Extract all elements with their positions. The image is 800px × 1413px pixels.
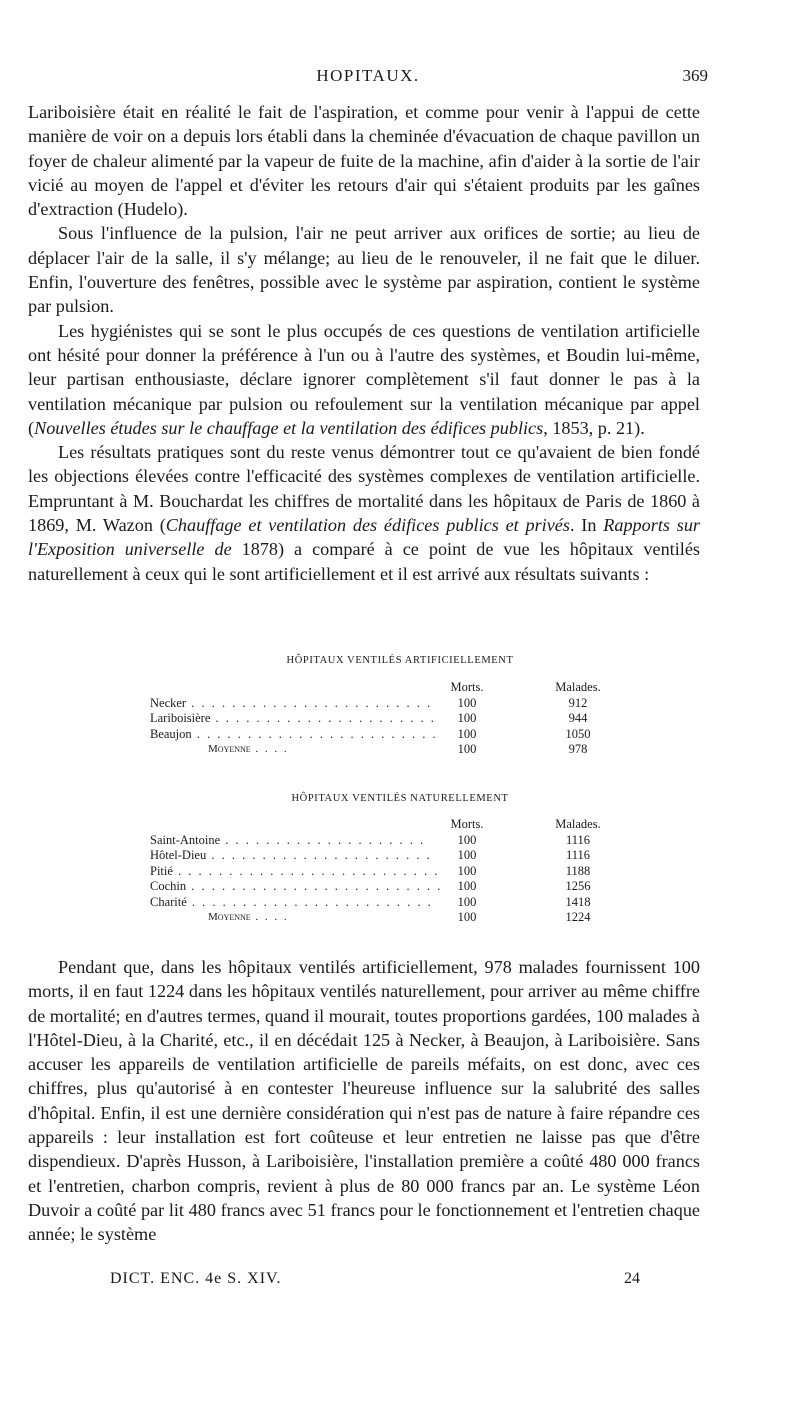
table-average-row: Moyenne . . . . 100 978 (150, 742, 630, 758)
morts-value: 100 (457, 910, 477, 924)
paragraph: Les hygiénistes qui se sont le plus occupés de ces questions de ventilation artificielle ont hésité pour donner la préférence à l'un ou à l'autre des systèmes, et Boudin lui-même, leur partisan enthousiaste, déclare ignorer complètement s'il faut donner le pas à la ventilation mécanique par pulsion ou refoulement sur la ventilation mécanique par appel (Nouvelles études sur le chauffage et la ventilation des édifices publics, 1853, p. 21). (28, 320, 700, 438)
hospital-name: Necker (150, 695, 187, 710)
citation-title: Nouvelles études sur le chauffage et la ventilation des édifices publics (34, 417, 544, 438)
morts-value: 100 (457, 879, 477, 893)
morts-value: 100 (457, 894, 477, 909)
paragraph: Pendant que, dans les hôpitaux ventilés artificiellement, 978 malades fournissent 100 morts, il en faut 1224 dans les hôpitaux ventilés naturellement, pour arriver au même chiffre de mortalité; en d'autres termes, quand il mourait, toutes proportions gardées, 100 malades à l'Hôtel-Dieu, à la Charité, etc., il en décédait 125 à Necker, à Beaujon, à Lariboisière. Sans accuser les appareils de ventilation artificielle de pareils méfaits, on est donc, avec ces chiffres, plus qu'autorisé à en contester l'heureuse influence sur la salubrité des salles d'hôpital. Enfin, il est une dernière considération qui n'est pas de nature à faire répandre ces appareils : leur installation est fort coûteuse et leur entretien ne laisse pas que d'être dispendieux. D'après Husson, à Lariboisière, l'installation première a coûté 480 000 francs et l'entretien, charbon compris, revient à plus de 80 000 francs par an. Le système Léon Duvoir a coûté par lit 480 francs avec 51 francs pour le fonctionnement et l'entretien chaque année; le système (28, 957, 700, 1245)
page-title: HOPITAUX. (316, 66, 420, 85)
paragraph: Les résultats pratiques sont du reste venus démontrer tout ce qu'avaient de bien fondé les objections élevées contre l'efficacité des systèmes complexes de ventilation artificielle. Empruntant à M. Bouchardat les chiffres de mortalité dans les hôpitaux de Paris de 1860 à 1869, M. Wazon (Chauffage et ventilation des édifices publics et privés. In Rapports sur l'Exposition universelle de 1878) a comparé à ce point de vue les hôpitaux ventilés naturellement à ceux qui le sont artificiellement et il est arrivé aux résultats suivants : (28, 442, 700, 584)
morts-value: 100 (457, 832, 477, 847)
mortality-table-natural (150, 817, 630, 926)
morts-value: 100 (457, 742, 477, 756)
malades-value: 912 (568, 695, 588, 710)
paragraph: Lariboisière était en réalité le fait de l'aspiration, et comme pour venir à l'appui de cette manière de voir on a depuis lors établi dans la cheminée d'évacuation de chaque pavillon un foyer de chaleur alimenté par la vapeur de fuite de la machine, afin d'aider à la sortie de l'air vicié au moyen de l'appel et d'éviter les retours d'air qui s'étaient produits par les gaînes d'extraction (Hudelo). (28, 102, 700, 220)
morts-value: 100 (457, 726, 477, 741)
morts-value: 100 (457, 711, 477, 725)
malades-value: 944 (568, 711, 588, 725)
table-row: Lariboisière . . . . . . . . . . . . . . . . . . . . . . 100 944 (150, 711, 630, 727)
malades-value: 1116 (565, 848, 591, 862)
malades-value: 1418 (565, 894, 591, 909)
table-row: Hôtel-Dieu . . . . . . . . . . . . . . . . . . . . . . 100 1116 (150, 848, 630, 864)
citation-title: Rapports sur l'Exposition universelle de (28, 515, 700, 560)
hospital-name: Charité (150, 894, 187, 909)
table-title: HÔPITAUX VENTILÉS ARTIFICIELLEMENT (286, 655, 514, 666)
column-header: Malades. (555, 680, 601, 694)
morts-value: 100 (457, 863, 477, 878)
hospital-name: Hôtel-Dieu (150, 848, 207, 862)
page-footer (110, 1270, 640, 1294)
table-average-row: Moyenne . . . . 100 1224 (150, 910, 630, 926)
printer-signature: DICT. ENC. 4e S. XIV. (110, 1270, 282, 1287)
malades-value: 1050 (565, 726, 591, 741)
table-row: Pitié . . . . . . . . . . . . . . . . . . . . . . . . . . 100 1188 (150, 864, 630, 880)
morts-value: 100 (457, 848, 477, 862)
table-header (150, 817, 630, 833)
column-header: Morts. (450, 817, 484, 831)
table-row: Cochin . . . . . . . . . . . . . . . . . . . . . . . . . 100 1256 (150, 879, 630, 895)
average-label: Moyenne (208, 743, 251, 755)
running-head (28, 66, 708, 96)
malades-value: 1224 (565, 910, 591, 924)
hospital-name: Pitié (150, 863, 173, 878)
column-header: Malades. (555, 817, 601, 831)
malades-value: 1188 (565, 863, 591, 878)
table-row: Charité . . . . . . . . . . . . . . . . . . . . . . . . 100 1418 (150, 895, 630, 911)
hospital-name: Beaujon (150, 726, 192, 741)
citation-title: Chauffage et ventilation des édifices publics et privés (165, 515, 570, 536)
body-text-bottom (28, 955, 700, 1247)
body-text-top (28, 100, 700, 586)
page-number: 369 (682, 66, 708, 85)
malades-value: 978 (568, 742, 588, 756)
paragraph: Sous l'influence de la pulsion, l'air ne peut arriver aux orifices de sortie; au lieu de déplacer l'air de la salle, il s'y mélange; au lieu de le renouveler, il ne fait que le diluer. Enfin, l'ouverture des fenêtres, possible avec le système par aspiration, contient le système par pulsion. (28, 223, 700, 317)
mortality-table-artificial (150, 680, 630, 758)
malades-value: 1256 (565, 879, 591, 893)
table-header (150, 680, 630, 696)
malades-value: 1116 (565, 832, 591, 847)
table-row: Saint-Antoine . . . . . . . . . . . . . . . . . . . . 100 1116 (150, 833, 630, 849)
signature-number: 24 (624, 1270, 640, 1287)
table-title: HÔPITAUX VENTILÉS NATURELLEMENT (291, 793, 509, 804)
column-header: Morts. (450, 680, 484, 694)
hospital-name: Lariboisière (150, 711, 211, 725)
table-row: Beaujon . . . . . . . . . . . . . . . . . . . . . . . . 100 1050 (150, 727, 630, 743)
morts-value: 100 (457, 695, 477, 710)
hospital-name: Saint-Antoine (150, 832, 221, 847)
table-row: Necker . . . . . . . . . . . . . . . . . . . . . . . . 100 912 (150, 696, 630, 712)
hospital-name: Cochin (150, 879, 187, 893)
average-label: Moyenne (208, 911, 251, 923)
